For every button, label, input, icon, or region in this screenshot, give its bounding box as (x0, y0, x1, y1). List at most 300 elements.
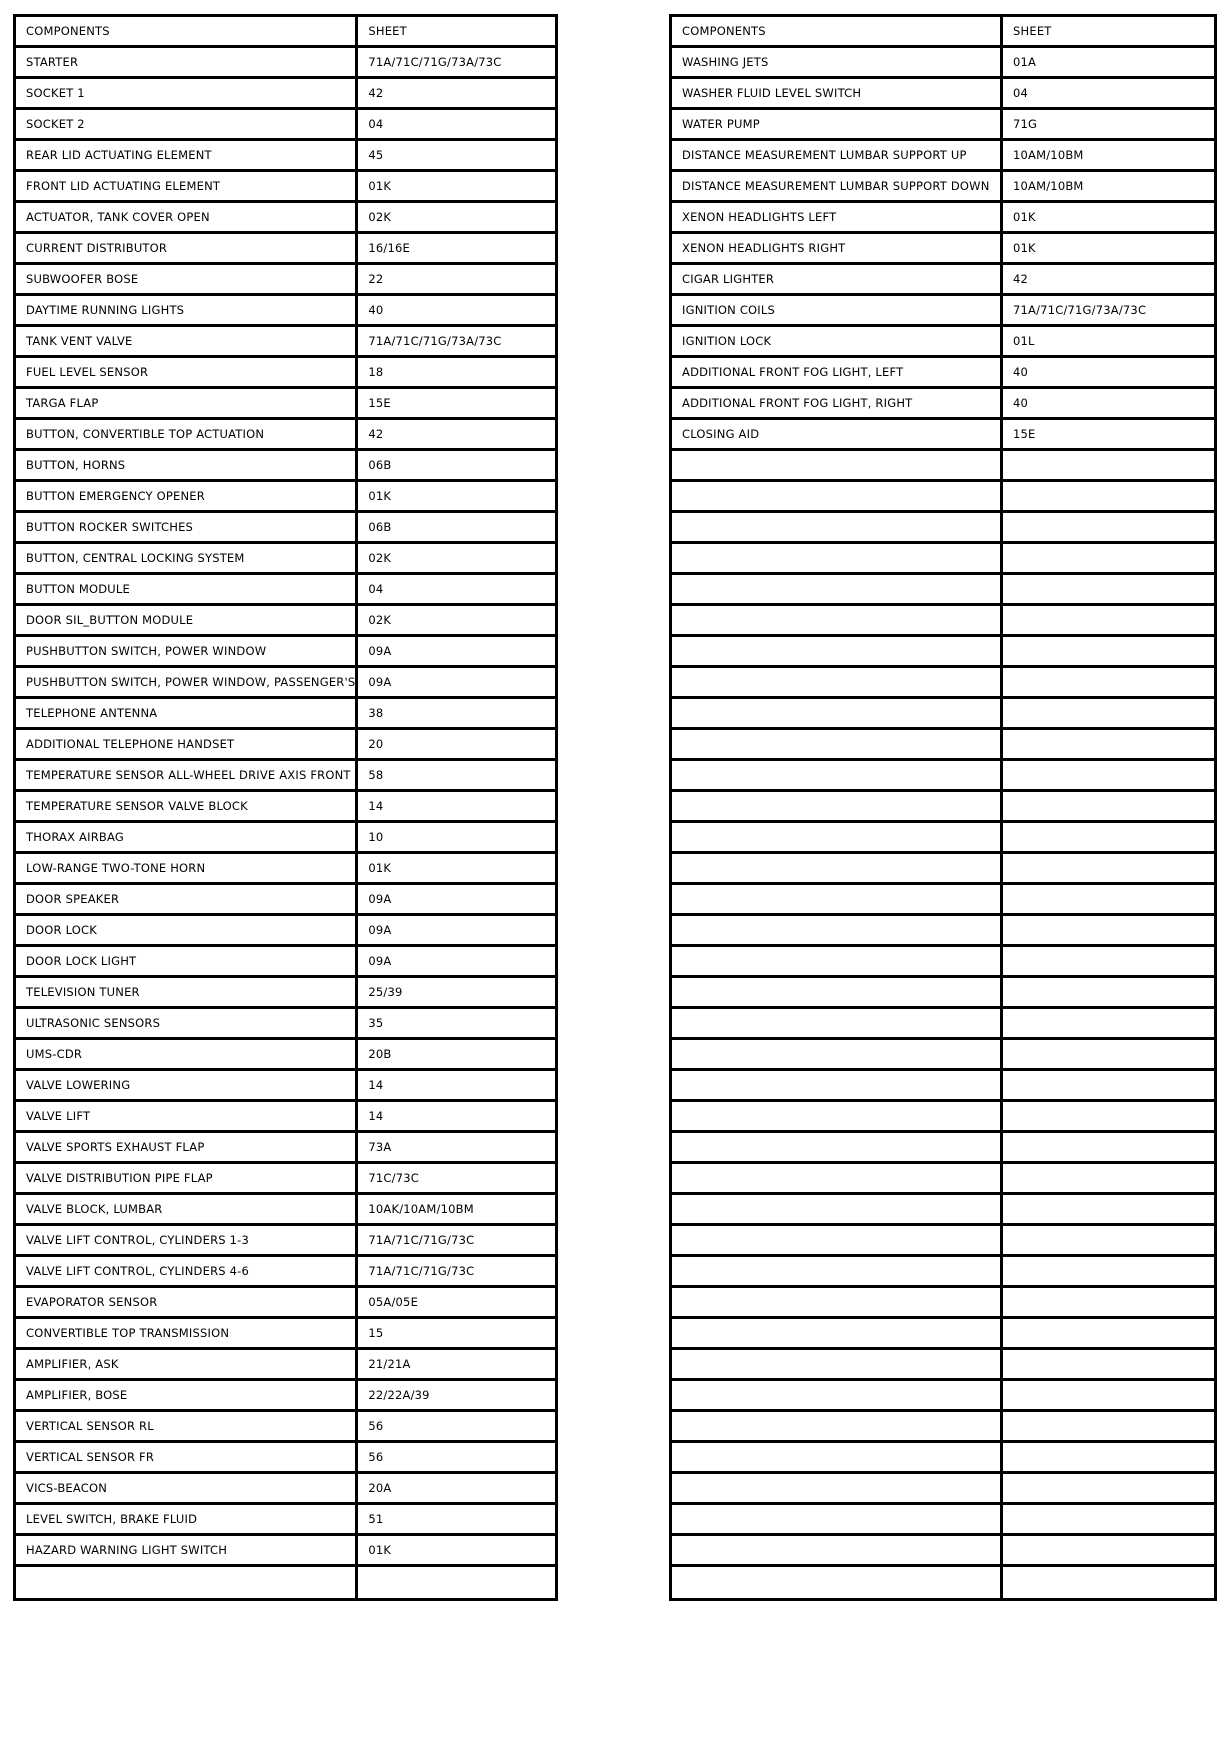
table-row (672, 1040, 1214, 1071)
table-row (672, 79, 1214, 110)
sheet-cell: 38 (358, 699, 555, 730)
sheet-cell: 71A/71C/71G/73A/73C (358, 327, 555, 358)
sheet-cell: 42 (358, 420, 555, 451)
table-row (672, 885, 1214, 916)
table-row (672, 1071, 1214, 1102)
table-row (672, 1226, 1214, 1257)
table-row (672, 389, 1214, 420)
table-row (16, 513, 555, 544)
component-cell: VALVE LOWERING (16, 1071, 358, 1102)
sheet-cell: 06B (358, 451, 555, 482)
sheet-cell (1003, 575, 1214, 606)
component-cell (672, 1009, 1003, 1040)
table-row (16, 1164, 555, 1195)
table-row (16, 854, 555, 885)
sheet-cell (1003, 1567, 1214, 1598)
table-row (672, 1350, 1214, 1381)
component-cell (672, 1040, 1003, 1071)
component-cell: FUEL LEVEL SENSOR (16, 358, 358, 389)
table-row (16, 885, 555, 916)
sheet-cell (1003, 916, 1214, 947)
component-cell (672, 1505, 1003, 1536)
sheet-cell: 06B (358, 513, 555, 544)
table-row (16, 1102, 555, 1133)
sheet-cell: 15E (1003, 420, 1214, 451)
sheet-cell: 71G (1003, 110, 1214, 141)
component-cell (672, 885, 1003, 916)
table-row (16, 606, 555, 637)
sheet-cell: 73A (358, 1133, 555, 1164)
sheet-cell: 02K (358, 606, 555, 637)
table-row (16, 544, 555, 575)
component-cell: BUTTON ROCKER SWITCHES (16, 513, 358, 544)
component-cell (672, 947, 1003, 978)
component-cell (672, 637, 1003, 668)
table-row (672, 451, 1214, 482)
table-row (672, 1009, 1214, 1040)
component-cell: CURRENT DISTRIBUTOR (16, 234, 358, 265)
sheet-cell: 01K (358, 172, 555, 203)
table-row (16, 1288, 555, 1319)
component-cell: VALVE LIFT CONTROL, CYLINDERS 1-3 (16, 1226, 358, 1257)
table-row (16, 1350, 555, 1381)
component-cell (672, 854, 1003, 885)
component-cell: AMPLIFIER, BOSE (16, 1381, 358, 1412)
component-cell: WASHING JETS (672, 48, 1003, 79)
sheet-cell: 14 (358, 792, 555, 823)
component-cell (672, 575, 1003, 606)
table-row (672, 668, 1214, 699)
table-row (16, 172, 555, 203)
sheet-cell (1003, 1288, 1214, 1319)
table-row (16, 389, 555, 420)
component-cell: IGNITION COILS (672, 296, 1003, 327)
table-row (672, 916, 1214, 947)
component-cell: XENON HEADLIGHTS LEFT (672, 203, 1003, 234)
table-row (672, 792, 1214, 823)
component-cell: ULTRASONIC SENSORS (16, 1009, 358, 1040)
table-row (672, 203, 1214, 234)
component-cell (672, 1164, 1003, 1195)
component-cell: CONVERTIBLE TOP TRANSMISSION (16, 1319, 358, 1350)
component-cell: DOOR LOCK LIGHT (16, 947, 358, 978)
component-cell: TARGA FLAP (16, 389, 358, 420)
sheet-cell (1003, 1443, 1214, 1474)
sheet-cell (1003, 792, 1214, 823)
component-cell: WASHER FLUID LEVEL SWITCH (672, 79, 1003, 110)
sheet-cell: 71A/71C/71G/73C (358, 1257, 555, 1288)
component-cell (672, 1071, 1003, 1102)
sheet-cell (1003, 947, 1214, 978)
component-cell: BUTTON, HORNS (16, 451, 358, 482)
sheet-cell: 45 (358, 141, 555, 172)
component-cell: FRONT LID ACTUATING ELEMENT (16, 172, 358, 203)
component-cell: DAYTIME RUNNING LIGHTS (16, 296, 358, 327)
component-cell: BUTTON MODULE (16, 575, 358, 606)
table-row (672, 575, 1214, 606)
table-row (672, 823, 1214, 854)
component-cell: VICS-BEACON (16, 1474, 358, 1505)
sheet-cell: 10AM/10BM (1003, 172, 1214, 203)
sheet-cell: 71A/71C/71G/73C (358, 1226, 555, 1257)
sheet-cell: 71C/73C (358, 1164, 555, 1195)
component-cell: PUSHBUTTON SWITCH, POWER WINDOW, PASSENGER'S (16, 668, 358, 699)
table-row (16, 1071, 555, 1102)
component-cell (672, 1319, 1003, 1350)
table-row (672, 1536, 1214, 1567)
table-row (672, 637, 1214, 668)
table-row (672, 730, 1214, 761)
component-cell: ADDITIONAL FRONT FOG LIGHT, RIGHT (672, 389, 1003, 420)
table-row (672, 420, 1214, 451)
sheet-cell: 18 (358, 358, 555, 389)
component-cell: PUSHBUTTON SWITCH, POWER WINDOW (16, 637, 358, 668)
table-row (16, 1505, 555, 1536)
table-row (16, 296, 555, 327)
sheet-cell: 09A (358, 637, 555, 668)
sheet-cell: 22/22A/39 (358, 1381, 555, 1412)
table-row (16, 823, 555, 854)
table-row (16, 141, 555, 172)
table-row (672, 1133, 1214, 1164)
sheet-cell: 56 (358, 1443, 555, 1474)
component-cell: VALVE LIFT (16, 1102, 358, 1133)
sheet-cell: 40 (1003, 389, 1214, 420)
sheet-cell: 10AK/10AM/10BM (358, 1195, 555, 1226)
sheet-cell: 01A (1003, 48, 1214, 79)
table-row (672, 1443, 1214, 1474)
table-row (16, 110, 555, 141)
sheet-cell (358, 1567, 555, 1598)
sheet-cell (1003, 482, 1214, 513)
component-cell: CLOSING AID (672, 420, 1003, 451)
sheet-cell (1003, 1257, 1214, 1288)
sheet-cell: 20A (358, 1474, 555, 1505)
component-cell: EVAPORATOR SENSOR (16, 1288, 358, 1319)
table-row (672, 1288, 1214, 1319)
component-cell (672, 1226, 1003, 1257)
sheet-column-header: SHEET (1003, 17, 1214, 48)
table-row (16, 699, 555, 730)
component-cell: VALVE DISTRIBUTION PIPE FLAP (16, 1164, 358, 1195)
sheet-cell (1003, 1474, 1214, 1505)
table-row (16, 451, 555, 482)
sheet-cell: 01K (1003, 203, 1214, 234)
sheet-cell: 20 (358, 730, 555, 761)
sheet-cell: 10 (358, 823, 555, 854)
sheet-cell: 09A (358, 916, 555, 947)
sheet-cell: 02K (358, 544, 555, 575)
sheet-cell: 22 (358, 265, 555, 296)
component-cell: VALVE SPORTS EXHAUST FLAP (16, 1133, 358, 1164)
sheet-cell (1003, 823, 1214, 854)
table-row (672, 1412, 1214, 1443)
sheet-cell (1003, 978, 1214, 1009)
component-cell (672, 792, 1003, 823)
table-row (672, 544, 1214, 575)
sheet-cell: 01K (358, 1536, 555, 1567)
sheet-cell: 35 (358, 1009, 555, 1040)
component-cell: WATER PUMP (672, 110, 1003, 141)
table-row (16, 327, 555, 358)
table-row (672, 1474, 1214, 1505)
component-cell (672, 699, 1003, 730)
sheet-cell (1003, 761, 1214, 792)
table-row (16, 1567, 555, 1598)
component-cell: DISTANCE MEASUREMENT LUMBAR SUPPORT UP (672, 141, 1003, 172)
component-cell: STARTER (16, 48, 358, 79)
table-row (672, 265, 1214, 296)
table-row (672, 947, 1214, 978)
sheet-cell: 04 (358, 575, 555, 606)
table-row (672, 854, 1214, 885)
table-row (672, 48, 1214, 79)
table-row (16, 1009, 555, 1040)
table-row (672, 1195, 1214, 1226)
table-row (672, 1505, 1214, 1536)
component-cell (672, 1381, 1003, 1412)
table-row (672, 296, 1214, 327)
sheet-cell: 02K (358, 203, 555, 234)
sheet-cell: 01K (1003, 234, 1214, 265)
component-cell: DOOR LOCK (16, 916, 358, 947)
components-table-right (669, 14, 1217, 1601)
sheet-cell: 15 (358, 1319, 555, 1350)
component-cell: UMS-CDR (16, 1040, 358, 1071)
sheet-cell: 40 (358, 296, 555, 327)
sheet-cell: 21/21A (358, 1350, 555, 1381)
table-row (16, 1381, 555, 1412)
table-row (672, 1102, 1214, 1133)
table-row (16, 358, 555, 389)
table-row (672, 482, 1214, 513)
component-cell (672, 916, 1003, 947)
table-row (16, 203, 555, 234)
component-cell (672, 1195, 1003, 1226)
table-row (16, 1133, 555, 1164)
sheet-cell (1003, 730, 1214, 761)
sheet-cell: 16/16E (358, 234, 555, 265)
sheet-cell (1003, 1133, 1214, 1164)
component-cell (672, 1350, 1003, 1381)
table-row (16, 1040, 555, 1071)
table-row (16, 730, 555, 761)
component-cell: LOW-RANGE TWO-TONE HORN (16, 854, 358, 885)
sheet-cell (1003, 1040, 1214, 1071)
table-row (16, 1319, 555, 1350)
sheet-cell: 71A/71C/71G/73A/73C (1003, 296, 1214, 327)
table-row (16, 79, 555, 110)
sheet-cell (1003, 606, 1214, 637)
table-row (672, 513, 1214, 544)
sheet-cell (1003, 1412, 1214, 1443)
component-cell (672, 1133, 1003, 1164)
component-cell (672, 1474, 1003, 1505)
sheet-cell: 58 (358, 761, 555, 792)
component-cell: DOOR SIL_BUTTON MODULE (16, 606, 358, 637)
table-row (672, 1164, 1214, 1195)
table-row (672, 358, 1214, 389)
sheet-cell (1003, 1009, 1214, 1040)
table-row (16, 916, 555, 947)
table-row (16, 1474, 555, 1505)
table-row (16, 48, 555, 79)
component-cell: ACTUATOR, TANK COVER OPEN (16, 203, 358, 234)
table-row (16, 420, 555, 451)
table-header-row (672, 17, 1214, 48)
sheet-cell: 71A/71C/71G/73A/73C (358, 48, 555, 79)
component-cell: DISTANCE MEASUREMENT LUMBAR SUPPORT DOWN (672, 172, 1003, 203)
component-cell: SUBWOOFER BOSE (16, 265, 358, 296)
sheet-cell: 25/39 (358, 978, 555, 1009)
sheet-cell (1003, 1319, 1214, 1350)
component-cell: CIGAR LIGHTER (672, 265, 1003, 296)
table-row (16, 1257, 555, 1288)
sheet-cell (1003, 544, 1214, 575)
component-cell: REAR LID ACTUATING ELEMENT (16, 141, 358, 172)
component-cell (672, 544, 1003, 575)
sheet-cell: 09A (358, 947, 555, 978)
component-cell (672, 1102, 1003, 1133)
components-column-header: COMPONENTS (16, 17, 358, 48)
component-cell: TELEVISION TUNER (16, 978, 358, 1009)
table-row (16, 947, 555, 978)
table-row (672, 234, 1214, 265)
component-cell: TEMPERATURE SENSOR ALL-WHEEL DRIVE AXIS FRONT (16, 761, 358, 792)
component-cell: VERTICAL SENSOR RL (16, 1412, 358, 1443)
component-cell: ADDITIONAL TELEPHONE HANDSET (16, 730, 358, 761)
component-cell: VALVE LIFT CONTROL, CYLINDERS 4-6 (16, 1257, 358, 1288)
sheet-cell (1003, 1195, 1214, 1226)
sheet-cell: 01L (1003, 327, 1214, 358)
sheet-cell (1003, 637, 1214, 668)
component-cell (672, 1257, 1003, 1288)
sheet-cell: 56 (358, 1412, 555, 1443)
component-cell (672, 668, 1003, 699)
component-cell: SOCKET 1 (16, 79, 358, 110)
component-cell: AMPLIFIER, ASK (16, 1350, 358, 1381)
sheet-cell: 01K (358, 482, 555, 513)
component-cell: SOCKET 2 (16, 110, 358, 141)
sheet-cell: 09A (358, 885, 555, 916)
table-row (16, 482, 555, 513)
sheet-cell (1003, 1536, 1214, 1567)
component-cell: VERTICAL SENSOR FR (16, 1443, 358, 1474)
table-row (672, 978, 1214, 1009)
sheet-cell: 51 (358, 1505, 555, 1536)
sheet-cell: 04 (358, 110, 555, 141)
component-cell: IGNITION LOCK (672, 327, 1003, 358)
sheet-cell: 09A (358, 668, 555, 699)
sheet-cell (1003, 1164, 1214, 1195)
sheet-cell: 15E (358, 389, 555, 420)
sheet-cell (1003, 668, 1214, 699)
table-header-row (16, 17, 555, 48)
component-cell: BUTTON, CONVERTIBLE TOP ACTUATION (16, 420, 358, 451)
component-cell: TANK VENT VALVE (16, 327, 358, 358)
component-cell (672, 730, 1003, 761)
component-cell: THORAX AIRBAG (16, 823, 358, 854)
sheet-cell: 42 (1003, 265, 1214, 296)
table-row (672, 606, 1214, 637)
table-row (16, 575, 555, 606)
component-cell (672, 513, 1003, 544)
component-cell: VALVE BLOCK, LUMBAR (16, 1195, 358, 1226)
component-cell (672, 1567, 1003, 1598)
sheet-cell: 04 (1003, 79, 1214, 110)
sheet-cell: 42 (358, 79, 555, 110)
table-row (672, 110, 1214, 141)
sheet-cell: 14 (358, 1102, 555, 1133)
table-row (672, 699, 1214, 730)
sheet-cell (1003, 1071, 1214, 1102)
component-cell: HAZARD WARNING LIGHT SWITCH (16, 1536, 358, 1567)
component-cell (672, 761, 1003, 792)
component-cell (672, 1443, 1003, 1474)
table-row (16, 1443, 555, 1474)
component-cell: BUTTON, CENTRAL LOCKING SYSTEM (16, 544, 358, 575)
table-row (672, 1567, 1214, 1598)
sheet-cell (1003, 699, 1214, 730)
component-cell (672, 1412, 1003, 1443)
sheet-cell (1003, 513, 1214, 544)
table-row (16, 792, 555, 823)
component-cell: TELEPHONE ANTENNA (16, 699, 358, 730)
table-row (16, 1226, 555, 1257)
components-column-header: COMPONENTS (672, 17, 1003, 48)
table-row (672, 141, 1214, 172)
component-cell: TEMPERATURE SENSOR VALVE BLOCK (16, 792, 358, 823)
component-cell (672, 606, 1003, 637)
sheet-cell (1003, 1102, 1214, 1133)
table-row (16, 234, 555, 265)
sheet-column-header: SHEET (358, 17, 555, 48)
sheet-cell (1003, 1350, 1214, 1381)
component-cell (16, 1567, 358, 1598)
component-cell (672, 451, 1003, 482)
component-cell (672, 482, 1003, 513)
component-cell (672, 1536, 1003, 1567)
sheet-cell: 40 (1003, 358, 1214, 389)
sheet-cell (1003, 1226, 1214, 1257)
sheet-cell: 14 (358, 1071, 555, 1102)
component-cell: BUTTON EMERGENCY OPENER (16, 482, 358, 513)
components-table-left (13, 14, 558, 1601)
table-row (16, 637, 555, 668)
component-cell: DOOR SPEAKER (16, 885, 358, 916)
sheet-cell (1003, 451, 1214, 482)
sheet-cell: 10AM/10BM (1003, 141, 1214, 172)
sheet-cell: 01K (358, 854, 555, 885)
table-row (672, 1381, 1214, 1412)
table-row (672, 172, 1214, 203)
table-row (672, 1319, 1214, 1350)
table-row (672, 1257, 1214, 1288)
component-cell (672, 823, 1003, 854)
table-row (16, 1536, 555, 1567)
sheet-cell (1003, 1505, 1214, 1536)
table-row (672, 761, 1214, 792)
sheet-cell: 05A/05E (358, 1288, 555, 1319)
table-row (16, 1412, 555, 1443)
table-row (672, 327, 1214, 358)
sheet-cell (1003, 885, 1214, 916)
component-cell: XENON HEADLIGHTS RIGHT (672, 234, 1003, 265)
table-row (16, 978, 555, 1009)
sheet-cell (1003, 854, 1214, 885)
component-cell (672, 978, 1003, 1009)
table-row (16, 668, 555, 699)
